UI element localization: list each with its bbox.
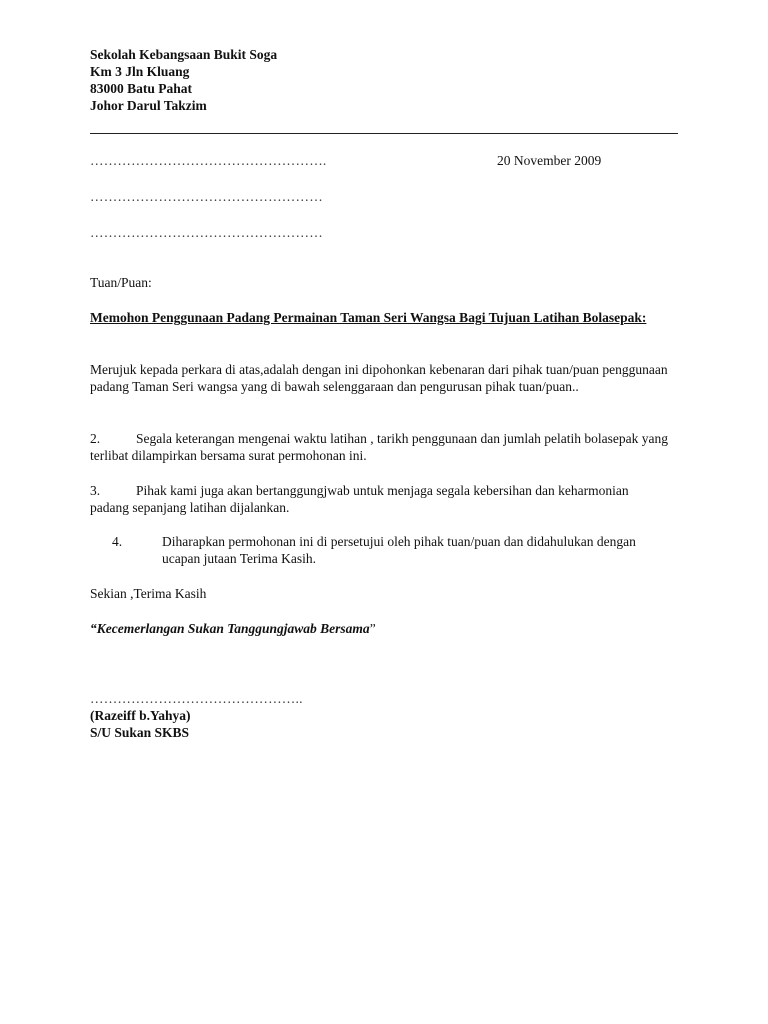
salutation: Tuan/Puan: bbox=[90, 275, 152, 290]
body-paragraph-1: Merujuk kepada perkara di atas,adalah dengan ini dipohonkan kebenaran dari pihak tuan/puan penggunaan padang Taman Seri wangsa yang di bawah selenggaraan dan pengurusan pihak tuan/puan.. bbox=[90, 362, 668, 394]
recipient-line-1: ……………………………………………. bbox=[90, 153, 327, 168]
body-item-2 bbox=[90, 430, 670, 464]
item-2-text: Segala keterangan mengenai waktu latihan , tarikh penggunaan dan jumlah pelatih bolasepak yang terlibat dilampirkan bersama surat permohonan ini. bbox=[90, 431, 668, 463]
motto-close-quote: ” bbox=[369, 621, 376, 636]
motto-open-quote: “ bbox=[90, 621, 97, 636]
signatory-name: (Razeiff b.Yahya) bbox=[90, 708, 191, 723]
item-3-number: 3. bbox=[90, 483, 101, 498]
sender-line-4: Johor Darul Takzim bbox=[90, 98, 207, 113]
signature-line: ……………………………………….. bbox=[90, 691, 303, 706]
recipient-line-3: …………………………………………… bbox=[90, 225, 323, 240]
letter-subject: Memohon Penggunaan Padang Permainan Taman Seri Wangsa Bagi Tujuan Latihan Bolasepak: bbox=[90, 310, 647, 325]
letter-date: 20 November 2009 bbox=[497, 153, 602, 168]
closing-line: Sekian ,Terima Kasih bbox=[90, 586, 207, 601]
item-2-number: 2. bbox=[90, 431, 101, 446]
recipient-line-2: …………………………………………… bbox=[90, 189, 323, 204]
motto-text: Kecemerlangan Sukan Tanggungjawab Bersama bbox=[96, 621, 370, 636]
body-item-3 bbox=[90, 482, 670, 516]
motto bbox=[90, 620, 376, 637]
item-4-number: 4. bbox=[112, 534, 123, 549]
signatory-title: S/U Sukan SKBS bbox=[90, 725, 190, 740]
header-divider bbox=[90, 133, 678, 134]
sender-line-3: 83000 Batu Pahat bbox=[90, 81, 193, 96]
item-4-text: Diharapkan permohonan ini di persetujui oleh pihak tuan/puan dan didahulukan dengan ucapan jutaan Terima Kasih. bbox=[162, 534, 636, 566]
sender-line-2: Km 3 Jln Kluang bbox=[90, 64, 190, 79]
item-3-text: Pihak kami juga akan bertanggungjwab untuk menjaga segala kebersihan dan keharmonian padang sepanjang latihan dijalankan. bbox=[90, 483, 629, 515]
sender-line-1: Sekolah Kebangsaan Bukit Soga bbox=[90, 47, 278, 62]
